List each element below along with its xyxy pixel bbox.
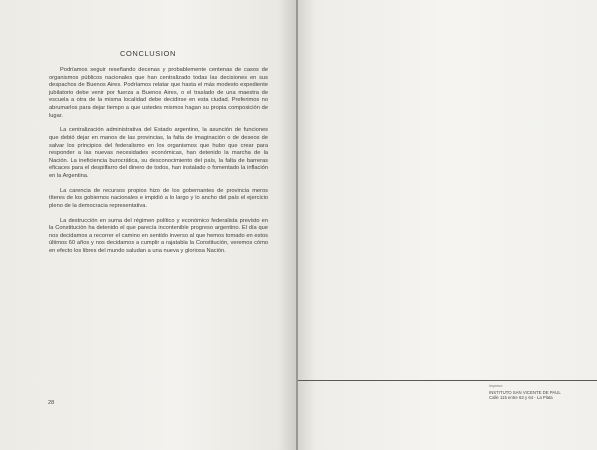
left-page — [0, 0, 296, 450]
paragraph: La destrucción en suma del régimen político y económico federalista previsto en la Constitución ha detenido el que parecía incontenible progreso argentino. El día que nos decidamos a recorrer el camino en sentido inverso al que hemos tomado en estos últimos 60 años y nos decidamos a cumplir a rajatabla la Constitución, veremos cómo en efecto los libres del mundo saludan a una nueva y gloriosa Nación. — [49, 217, 268, 255]
colophon-rule — [298, 380, 597, 381]
page-number: 28 — [48, 400, 55, 406]
colophon-printer: INSTITUTO SAN VICENTE DE PAUL — [489, 389, 561, 395]
right-page — [298, 0, 597, 450]
page-title: CONCLUSION — [119, 49, 176, 58]
paragraph: Podríamos seguir reseñando decenas y probablemente centenas de casos de organismos públicos nacionales que han centralizado todas las decisiones en sus despachos de Buenos Aires. Podríamos relatar que hasta el más modesto expediente jubilatorio debe venir por fuerza a Buenos Aires, o el traslado de una maestra de escuela a otra de la misma localidad debe decidirse en esta ciudad. Preferimos no abrumarlos para dejar tiempo a que ustedes mismos hagan su propia composición de lugar. — [49, 67, 268, 119]
body-text — [49, 67, 268, 263]
paragraph: La centralización administrativa del Estado argentino, la asunción de funciones que debió dejar en manos de las provincias, la falta de imaginación o de deseos de salvar los principios del federalismo en los organismos que hubo que crear para responder a las nuevas necesidades económicas, han detenido la marcha de la Nación. La ineficiencia burocrática, su desconocimiento del país, la falta de barreras eficaces para el despilfarro del dinero de todos, han instalado o fomentado la inflación en la Argentina. — [49, 127, 268, 179]
colophon-label: Impreso: — [489, 384, 503, 388]
colophon-address: Calle 115 entre 63 y 64 - La Plata — [489, 395, 553, 401]
colophon — [489, 384, 593, 401]
paragraph: La carencia de recursos propios hizo de los gobernantes de provincia meros títeres de los gobiernos nacionales e impidió a lo largo y lo ancho del país el ejercicio pleno de la democracia representativa. — [49, 187, 268, 209]
